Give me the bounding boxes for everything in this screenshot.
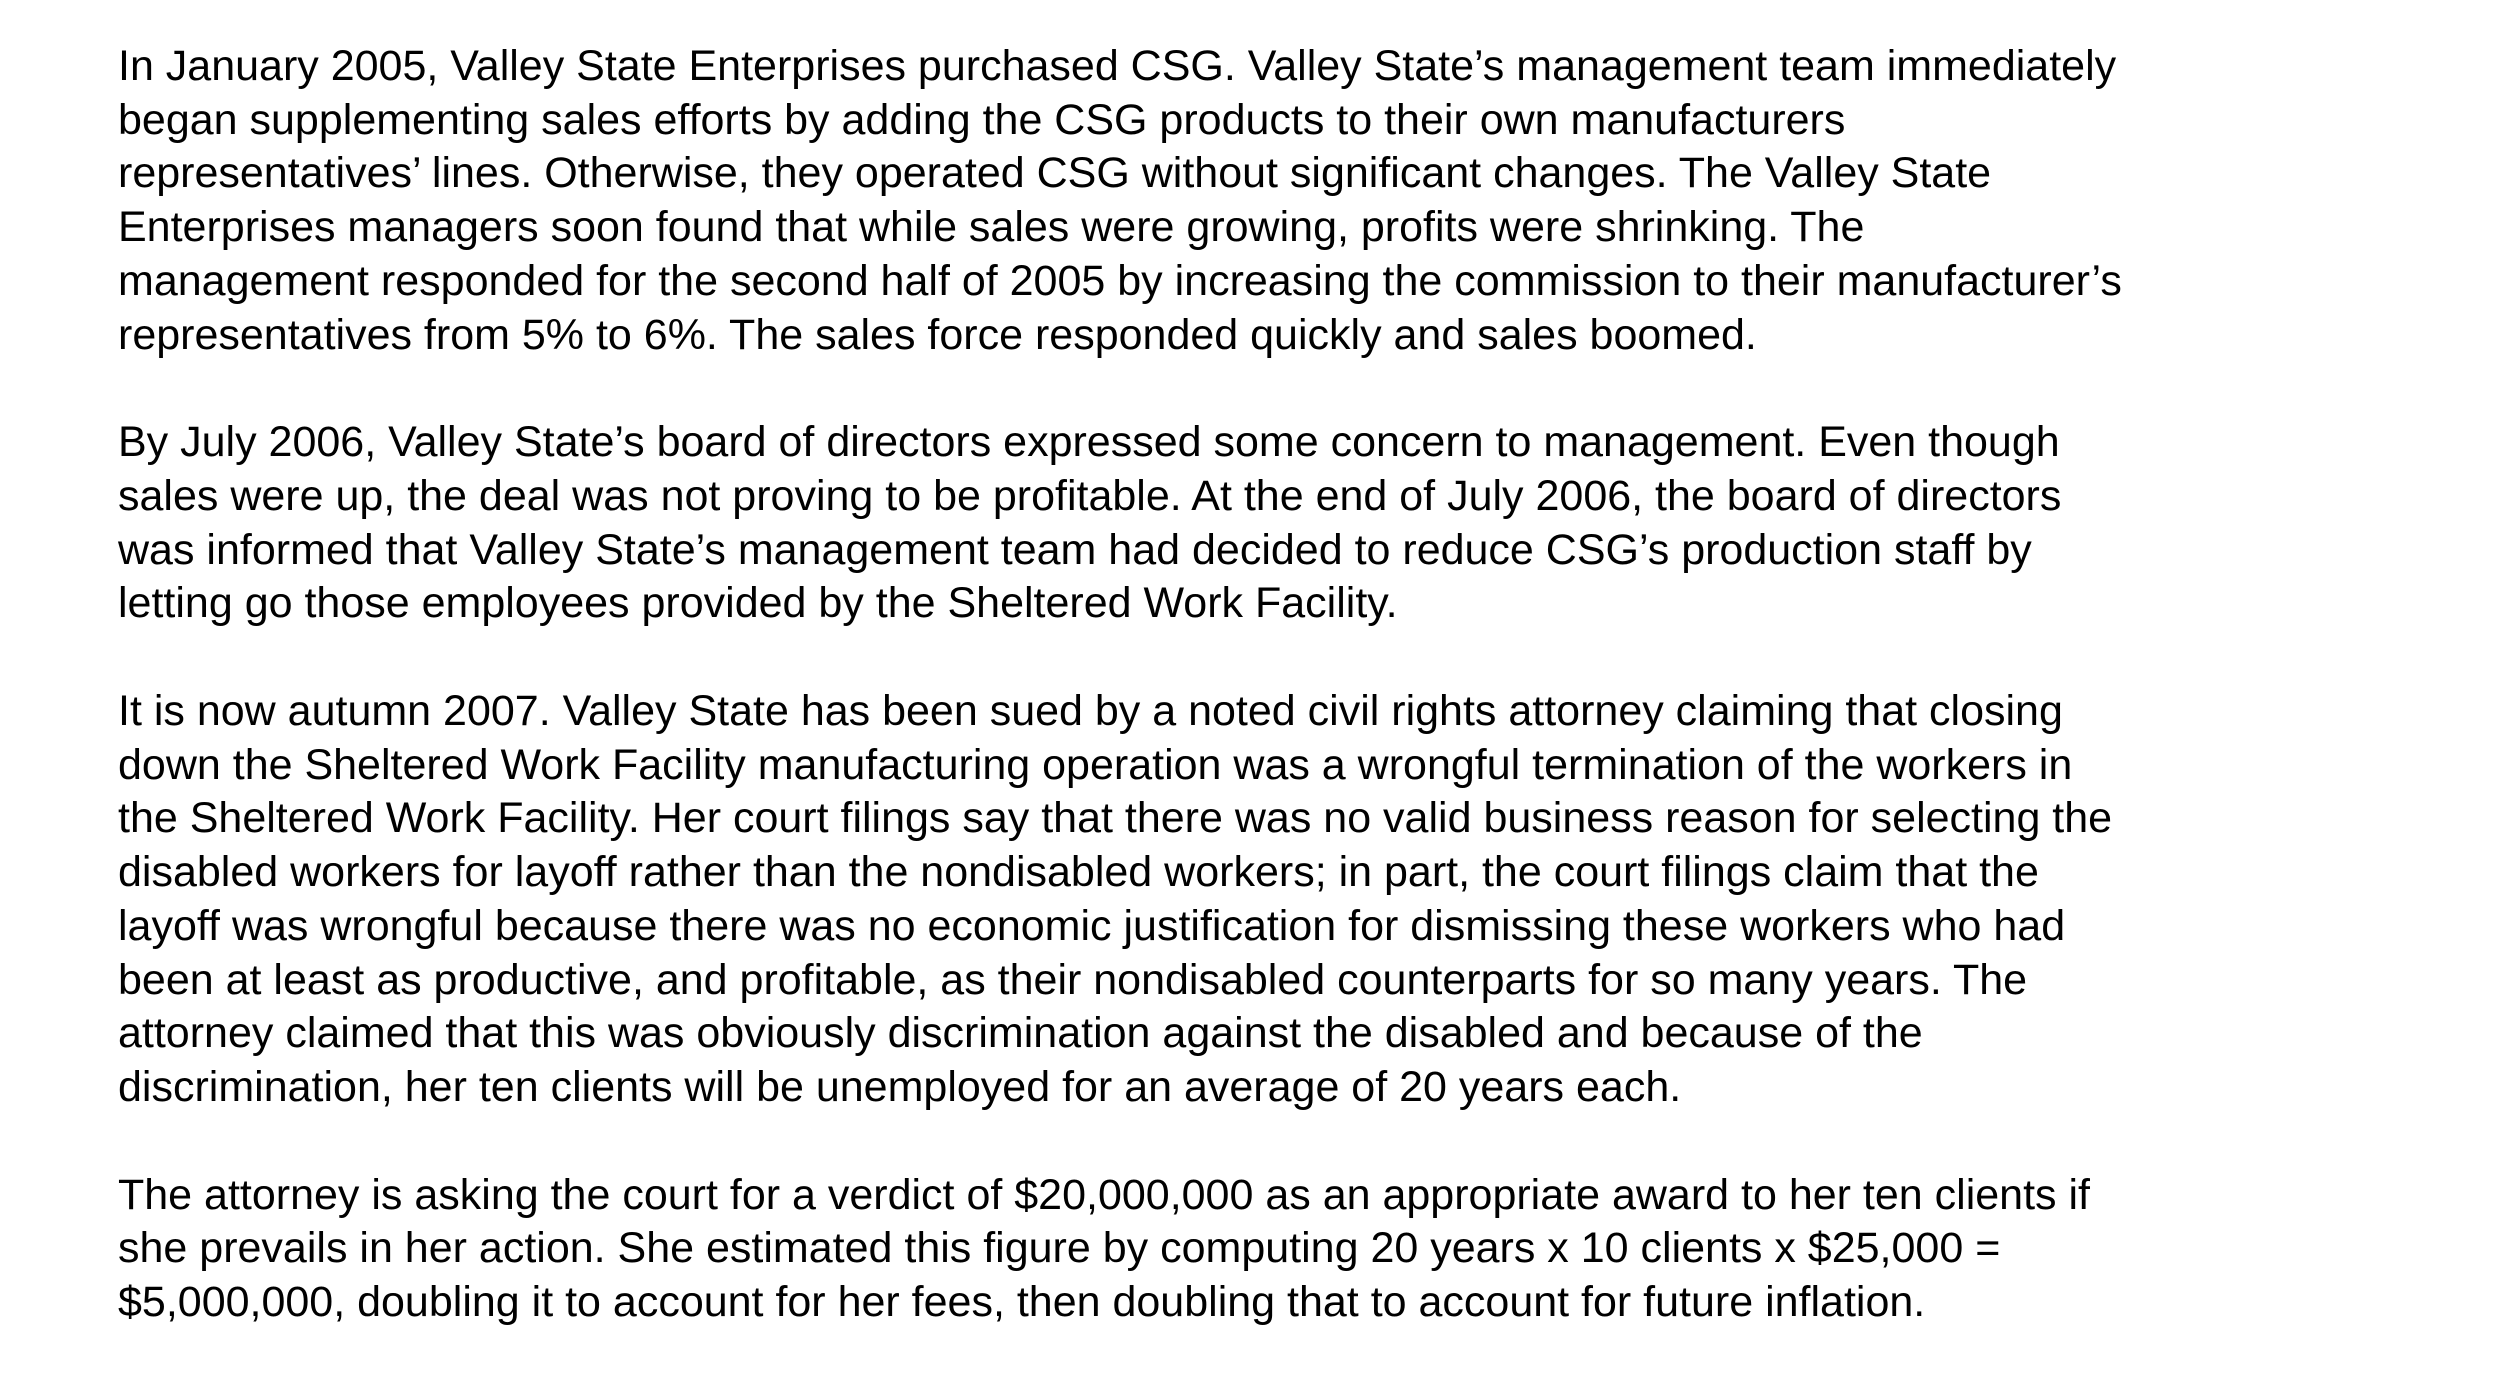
text-line: By July 2006, Valley State’s board of directors expressed some concern to management. Even though: [118, 418, 2060, 467]
text-line: attorney claimed that this was obviously discrimination against the disabled and because of the: [118, 1009, 1923, 1058]
text-line: down the Sheltered Work Facility manufacturing operation was a wrongful termination of the workers in: [118, 740, 2073, 789]
text-line: representatives’ lines. Otherwise, they operated CSG without significant changes. The Valley State: [118, 149, 1992, 198]
text-line: Enterprises managers soon found that while sales were growing, profits were shrinking. The: [118, 203, 1865, 252]
text-line: sales were up, the deal was not proving to be profitable. At the end of July 2006, the board of directors: [118, 471, 2062, 520]
paragraph-lawsuit: [118, 685, 2418, 1115]
text-line: began supplementing sales efforts by adding the CSG products to their own manufacturers: [118, 95, 1846, 144]
text-line: representatives from 5% to 6%. The sales force responded quickly and sales boomed.: [118, 310, 1757, 359]
text-line: $5,000,000, doubling it to account for her fees, then doubling that to account for future inflation.: [118, 1278, 1926, 1327]
paragraph-board-concern: [118, 416, 2418, 631]
text-line: was informed that Valley State’s management team had decided to reduce CSG’s production staff by: [118, 525, 2032, 574]
text-line: layoff was wrongful because there was no economic justification for dismissing these workers who had: [118, 901, 2066, 950]
text-line: It is now autumn 2007. Valley State has been sued by a noted civil rights attorney claiming that closing: [118, 687, 2063, 736]
text-line: disabled workers for layoff rather than the nondisabled workers; in part, the court filings claim that the: [118, 848, 2039, 897]
text-line: management responded for the second half of 2005 by increasing the commission to their manufacturer’s: [118, 256, 2122, 305]
text-line: she prevails in her action. She estimated this figure by computing 20 years x 10 clients x $25,000 =: [118, 1224, 2001, 1273]
paragraph-verdict-request: [118, 1169, 2418, 1330]
text-line: the Sheltered Work Facility. Her court filings say that there was no valid business reason for selecting the: [118, 794, 2113, 843]
text-line: The attorney is asking the court for a verdict of $20,000,000 as an appropriate award to her ten clients if: [118, 1170, 2090, 1219]
document-page: [118, 40, 2418, 1384]
paragraph-purchase: [118, 40, 2418, 362]
text-line: letting go those employees provided by the Sheltered Work Facility.: [118, 579, 1398, 628]
text-line: In January 2005, Valley State Enterprises purchased CSG. Valley State’s management team immediately: [118, 42, 2117, 90]
text-line: been at least as productive, and profitable, as their nondisabled counterparts for so many years. The: [118, 955, 2028, 1004]
text-line: discrimination, her ten clients will be unemployed for an average of 20 years each.: [118, 1062, 1682, 1111]
